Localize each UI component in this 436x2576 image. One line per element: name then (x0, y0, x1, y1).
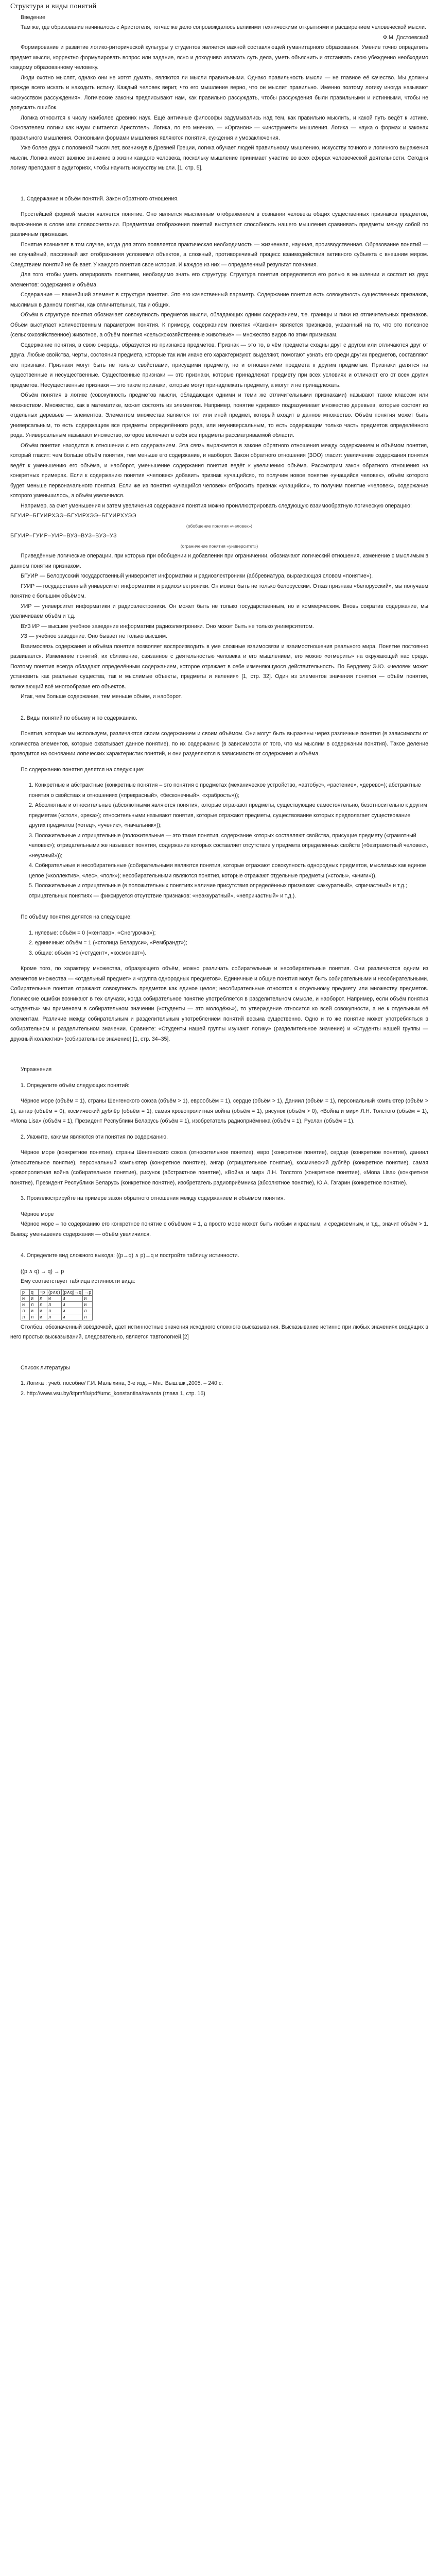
table-cell: л (21, 1314, 30, 1320)
exercise-task: 3. Проиллюстрируйте на примере закон обратного отношения между содержанием и объёмом понятия. (21, 1195, 285, 1201)
table-row (21, 1301, 93, 1308)
table-row (21, 1314, 93, 1320)
list-item: 3. общие: объём >1 («студент», «космонавт»). (29, 950, 147, 956)
exercise-task: 4. Определите вид сложного выхода: ((p→q) ∧ p)→q и постройте таблицу истинности. (21, 1252, 239, 1259)
table-header-cell: p (21, 1289, 30, 1295)
table-cell: л (47, 1301, 62, 1308)
reference-item: 2. http://www.vsu.by/ktpmf/lu/pdf/umc_konstantina/ravanta (глава 1, стр. 16) (21, 1390, 205, 1397)
table-caption: Ему соответствует таблица истинности вида: (21, 1278, 135, 1284)
table-header-cell: ¬p (39, 1289, 47, 1295)
table-cell: и (61, 1314, 83, 1320)
page-title: Структура и виды понятий (10, 3, 97, 10)
body-paragraph: УИР — университет информатики и радиоэлектроники. Он может быть не только государственным, но и коммерческим. Вновь сократив содержание, мы увеличиваем объём и т.д. (10, 603, 428, 619)
list-item: 1. Конкретные и абстрактные (конкретные понятия – это понятия о предметах (механическое устройство, «автобус», «растение», «дерево»); абстрактные понятия о свойствах и отношениях («прекрасный», «бесконечный», «храбрость»)); (29, 782, 421, 799)
exercises-heading: Упражнения (21, 1066, 52, 1073)
exercise-answer: Чёрное море (конкретное понятие), страны Шенгенского союза (относительное понятие), евро (конкретное понятие), сердце (конкретное понятие), даниил (относительное понятие), персональный компьютер (конкретное понятие), ангар (отрицательное понятие), космический дублёр (конкретное понятие), самая кровопролитная война (собирательное понятие), рисунок (абстрактное понятие), «Война и мир» Л.Н. Толстого (конкретное понятие), «Mona Lisa» (конкретное понятие), Президент Республики Беларусь (конкретное понятие), изобретатель радиоприёмника (абсолютное понятие), Ю.А. Гагарин (конкретное понятие). (10, 1149, 428, 1186)
concept-chain: БГУИР–БГУИРХЭЭ–БГУИРХЭЭ–БГУИРХУЭЭ (10, 513, 137, 519)
section-heading: 2. Виды понятий по объему и по содержанию. (21, 715, 137, 721)
list-item: 3. Положительные и отрицательные (положительные — это такие понятия, содержание которых составляют свойства, присущие предмету («грамотный человек»); отрицательными же называют понятия, содержание которых составляет отсутствие у предмета определённых свойств («безграмотный человек», «неумный»)); (29, 832, 429, 859)
table-cell: л (30, 1301, 39, 1308)
body-paragraph: Понятие возникает в том случае, когда для этого появляется практическая необходимость — жизненная, научная, производственная. Образование понятий — не случайный, пассивный акт отображения условиями объектов, а сложный, противоречивый процесс взаимодействия активного субъекта с внешним миром. Следствием понятий не бывает. У каждого понятия свое история. И каждое из них — определенный результат познания. (10, 241, 428, 268)
table-row (21, 1308, 93, 1314)
table-cell: л (21, 1308, 30, 1314)
table-cell: и (30, 1308, 39, 1314)
body-paragraph: Итак, чем больше содержание, тем меньше объём, и наоборот. (21, 693, 182, 700)
body-paragraph: Приведённые логические операции, при которых при обобщении и добавлении при ограничении, обозначают логический отношения, изменение с мыслимым в данном понятии признаком. (10, 553, 428, 569)
table-header-cell: →p (83, 1289, 93, 1295)
body-paragraph: Содержание — важнейший элемент в структуре понятия. Это его качественный параметр. Содержание понятия есть совокупность существенных признаков, мыслимых в данном понятии, как отличительных, так и общих. (10, 292, 428, 308)
table-header-cell: q (30, 1289, 39, 1295)
references-heading: Список литературы (21, 1364, 71, 1371)
intro-paragraph: Уже более двух с половиной тысяч лет, возникнув в Древней Греции, логика обучает людей правильному мышлению, искусству точного и логичного выражения мысли. Логика имеет важное значение в жизни каждого человека, поскольку мышление принимает участие во всех сферах человеческой деятельности. Сегодня логику преподают в аудиториях, чтобы научить искусству мысли. [1, стр. 5]. (10, 145, 428, 171)
table-cell: л (47, 1314, 62, 1320)
table-cell: л (39, 1295, 47, 1301)
body-paragraph: Объём понятия в логике (совокупность предметов мысли, обладающих одними и теми же отличительными признаками) называют также классом или множеством. Множество, как в математике, может состоять из элементов. Например, понятие «дерево» подразумевает множество деревьев, которые состоят из отдельных деревьев — элементов. Элементом множества является тот или иной предмет, который входит в данное множество. Объём понятия может быть универсальным, то есть содержащим все предметы определённого рода, или неуниверсальным, то есть содержащим только часть предметов определённого рода. Универсальным называют множество, которое включает в себя все предметы рассматриваемой области. (10, 392, 428, 438)
body-paragraph: Кроме того, по характеру множества, образующего объём, можно различать собирательные и несобирательные понятия. Они различаются одним из элементов множества — «отдельный предмет» и «группа однородных предметов». Единичные и общие понятия могут быть собирательными и несобирательными. Собирательные понятия отражают совокупность предметов как единое целое; несобирательные относятся к отдельному предмету или множеству предметов. Логические ошибки возникают в тех случаях, когда собирательное понятие употребляется в разделительном смысле, и наоборот. Например, если объём понятия «студенты» мы применяем в собирательном значении («студенты — это молодёжь»), то утверждение относится ко всей совокупности, а не к отдельным её элементам. Различие между собирательным и разделительным употреблением понятий весьма существенно. Одно и то же понятие может употребляться в собирательном и разделительном значении. Сравните: «Студенты нашей группы изучают логику» (разделительное значение) и «Студенты нашей группы — дружный коллектив» (собирательное значение) [1, стр. 34–35]. (10, 965, 428, 1042)
exercise-task: 2. Укажите, какими являются эти понятия по содержанию. (21, 1133, 168, 1140)
body-paragraph: Взаимосвязь содержания и объёма понятия позволяет воспроизводить в уме сложные взаимосвязи и взаимоотношения реального мира. Понятие постоянно развивается. Изменение понятий, их сближение, связанное с деятельностью человека и его мышлением, его можно «отмерить» на окружающей нас среде. Поэтому понятия всегда обладают определённым содержанием, которое отражает в себе изменяющуюся действительность. По Бердяеву Э.Ю. «человек может установить как реальные существа, так и мыслимые объекты, предметы и явления» [1, стр. 32]. Один из элементов значения понятия — объём понятия, включающий всё многообразие его объектов. (10, 643, 428, 690)
truth-table (21, 1289, 93, 1320)
body-paragraph: БГУИР — Белорусский государственный университет информатики и радиоэлектроники (аббревиатура, выражающая словом «понятие»). (21, 573, 373, 579)
list-item: 4. Собирательные и несобирательные (собирательными являются понятия, которые отражают совокупность однородных предметов, мыслимых как единое целое («коллектив», «лес», «полк»); несобирательными являются понятия, которые отражают отдельные предметы («столы», «книги»)). (29, 862, 426, 879)
body-paragraph: Объём понятия находится в отношении с его содержанием. Эта связь выражается в законе обратного отношения между содержанием и объёмом понятия, который гласит: чем больше объём понятия, тем меньше его содержание, и наоборот. Закон обратного отношения (ЗОО) гласит: увеличение содержания понятия ведёт к уменьшению его объёма, и наоборот, уменьшение содержания понятия ведёт к увеличению объёма. Рассмотрим закон обратного отношения на конкретных примерах. Если к содержанию понятия «человек» добавить признак «учащийся», то получим новое понятие «учащийся человек», объём которого будет меньше первоначального понятия. Если же из понятия «учащийся человек» отбросить признак «учащийся», то получим понятие «человек», содержание которого уменьшилось, а объём увеличился. (10, 442, 428, 499)
body-paragraph: УЗ — учебное заведение. Оно бывает не только высшим. (21, 633, 168, 639)
reference-item: 1. Логика : учеб. пособие/ Г.И. Малыхина, 3-е изд. – Мн.: Выш.шк.,2005. – 240 с. (21, 1380, 223, 1386)
body-paragraph: Содержание понятия, в свою очередь, образуется из признаков предметов. Признак — это то, в чём предметы сходны друг с другом или отличаются друг от друга. Любые свойства, черты, состояния предмета, которые так или иначе его характеризуют, выделяют, помогают узнать его среди других предметов, составляют его признаки. Признаки могут быть не только свойствами, присущими предмету, но и отношениями предмета к другим предметам. Признаки делятся на существенные и несущественные. Существенные признаки — это признаки, которые принадлежат предмету при всех условиях и отличают его от всех других предметов. Несущественные признаки — это такие признаки, которые могут принадлежать предмету, а могут и не принадлежать. (10, 342, 428, 388)
intro-paragraph: Там же, где образование начиналось с Аристотеля, тотчас же дело сопровождалось великими техническими открытиями и расширением человеческой мысли. (21, 24, 426, 30)
chain-caption: (ограничение понятия «университет») (180, 543, 258, 549)
body-paragraph: Например, за счет уменьшения и затем увеличения содержания понятия можно проиллюстрировать следующую взаимообратную логическую операцию: (21, 502, 412, 509)
body-paragraph: Объём в структуре понятия обозначает совокупность предметов мысли, обладающих одним содержанием, т.е. границы и пики из отличительных признаков. Объём выступает количественным параметром понятия. К примеру, содержанием понятия «Ханзин» является признаков, указанный на то, что это полезное (сельскохозяйственное) животное, а объём понятия «сельскохозяйственные животные» — множество видов по этим признакам. (10, 312, 428, 338)
quote-author: Ф.М. Достоевский (383, 34, 428, 41)
table-cell: и (39, 1308, 47, 1314)
table-cell: л (30, 1314, 39, 1320)
document (10, 2, 428, 1399)
formula: ((p ∧ q) → q) → p (21, 1268, 64, 1275)
table-cell: и (61, 1301, 83, 1308)
body-paragraph: Простейшей формой мысли является понятие. Оно является мысленным отображением в сознании человека общих существенных признаков предметов, выраженное в слове или словосочетании. Предметами отображения понятий выступают способность нашего мышления сравнивать предметы между собой по различным признакам. (10, 211, 428, 238)
body-paragraph: ГУИР — государственный университет информатики и радиоэлектроники. Он может быть не только белорусским. Отказ признака «белорусский», мы получаем понятие с большим объёмом. (10, 583, 428, 599)
list-item: 1. нулевые: объём = 0 («кентавр», «Снегурочка»); (29, 929, 156, 936)
list-item: 2. Абсолютные и относительные (абсолютными являются понятия, которые отражают предметы, существующие самостоятельно, безотносительно к другим предметам («стол», «река»); относительными называют понятия, которые отражают предметы, существование которых предполагает существование других предметов («отец», «ученик», «начальник»)); (29, 802, 427, 828)
table-cell: л (83, 1314, 93, 1320)
truth-table-header (21, 1289, 93, 1295)
table-cell: и (61, 1308, 83, 1314)
table-cell: и (39, 1314, 47, 1320)
concept-chain: БГУИР–ГУИР–УИР–ВУЗ–ВУЗ–ВУЗ–УЗ (10, 533, 117, 539)
intro-paragraph: Формирование и развитие логико-риторической культуры у студентов является важной составляющей гуманитарного образования. Умение точно определить предмет мысли, корректно формулировать вопрос или задание, ясно и доходчиво излагать суть дела, уметь объяснить и отстаивать свою убежденно необходимо каждому образованному человеку. (10, 44, 428, 71)
body-paragraph: Понятия, которые мы используем, различаются своим содержанием и своим объёмом. Они могут быть выражены через различные понятия (в зависимости от количества элементов, которые охватывает данное понятие), по их содержанию (в зависимости от того, что мы мыслим в содержании понятия). Такое деление проводится на основании логических характеристик понятий, и они разделяются в зависимости от содержания и объёма. (10, 731, 428, 757)
body-paragraph: По содержанию понятия делятся на следующие: (21, 766, 145, 773)
table-header-cell: (p∧q)→q (61, 1289, 83, 1295)
body-paragraph: ВУЗ ИР — высшее учебное заведение информатики радиоэлектроники. Оно может быть не только университетом. (21, 623, 314, 630)
intro-heading: Введение (21, 14, 45, 21)
table-header-cell: (p∧q) (47, 1289, 62, 1295)
table-cell: и (83, 1301, 93, 1308)
table-cell: л (83, 1308, 93, 1314)
list-item: 2. единичные: объём = 1 («столица Беларуси», «Рембрандт»); (29, 940, 187, 946)
table-row (21, 1295, 93, 1301)
table-cell: и (83, 1295, 93, 1301)
table-cell: и (47, 1295, 62, 1301)
table-cell: и (21, 1295, 30, 1301)
intro-paragraph: Люди охотно мыслят, однако они не хотят думать, являются ли мысли правильными. Однако правильность мысли — не главное её качество. Мы должны прежде всего искать и находить истину. Каждый человек верит, что его мышление верно, что он мыслит правильно. Именно поэтому логику иногда называют «искусством рассуждения». Логические законы предписывают нам, как правильно рассуждать, чтобы рассуждения были правильными и истинными, чтобы не допускать ошибок. (10, 74, 428, 111)
body-paragraph: По объёму понятия делятся на следующие: (21, 914, 132, 920)
table-cell: л (47, 1308, 62, 1314)
table-cell: и (21, 1301, 30, 1308)
body-paragraph: Для того чтобы уметь оперировать понятием, необходимо знать его структуру. Структура понятия определяется его ролью в мышлении и состоит из двух элементов: содержания и объёма. (10, 272, 428, 288)
section-heading: 1. Содержание и объём понятий. Закон обратного отношения. (21, 195, 179, 202)
list-item: 5. Положительные и отрицательные (в положительных понятиях наличие присутствия определённых признаков: «аккуратный», «причастный» и т.д.; отрицательных понятиях — фиксируется отсутствие признаков: «неаккуратный», «непричастный» и т.д.). (29, 883, 407, 899)
table-cell: и (30, 1295, 39, 1301)
table-cell: и (61, 1295, 83, 1301)
intro-paragraph: Логика относится к числу наиболее древних наук. Ещё античные философы задумывались над тем, как правильно мыслить, и какой путь ведёт к истине. Основателем логики как науки считается Аристотель. Логика, по его мнению, — «Органон» — «инструмент» мышления. Логика — наука о формах и законах правильного мышления. Основными формами мышления являются понятия, суждения и умозаключения. (10, 114, 428, 141)
exercise-answer-term: Чёрное море (21, 1211, 54, 1217)
table-cell: л (39, 1301, 47, 1308)
exercise-answer: Чёрное море – по содержанию его конкретное понятие с объёмом = 1, а просто море может быть любым и красным, и средиземным, и т.д., значит объём > 1. Вывод: уменьшение содержания — объём увеличился. (10, 1221, 428, 1238)
exercise-answer: Чёрное море (объём = 1), страны Шенгенского союза (объём > 1), еврообъём = 1), сердце (объём > 1), Даниил (объём = 1), персональный компьютер (объём > 1), ангар (объём = 0), космический дублёр (объём = 1), самая кровопролитная война (объём = 1), рисунок (объём > 0), «Война и мир» Л.Н. Толстого (объём = 1), «Mona Lisa» (объём = 1), Президент Республики Беларусь (объём = 1), изобретатель радиоприёмника (объём = 1), Руслан (объём = 1). (10, 1098, 428, 1124)
chain-caption: (обобщение понятия «человек») (186, 523, 253, 529)
body-paragraph: Столбец, обозначенный звёздочкой, дает истинностные значения исходного сложного высказывания. Высказывание истинно при любых значениях входящих в него простых высказываний, следовательно, является тавтологией.[2] (10, 1324, 428, 1340)
exercise-task: 1. Определите объём следующих понятий: (21, 1082, 130, 1089)
